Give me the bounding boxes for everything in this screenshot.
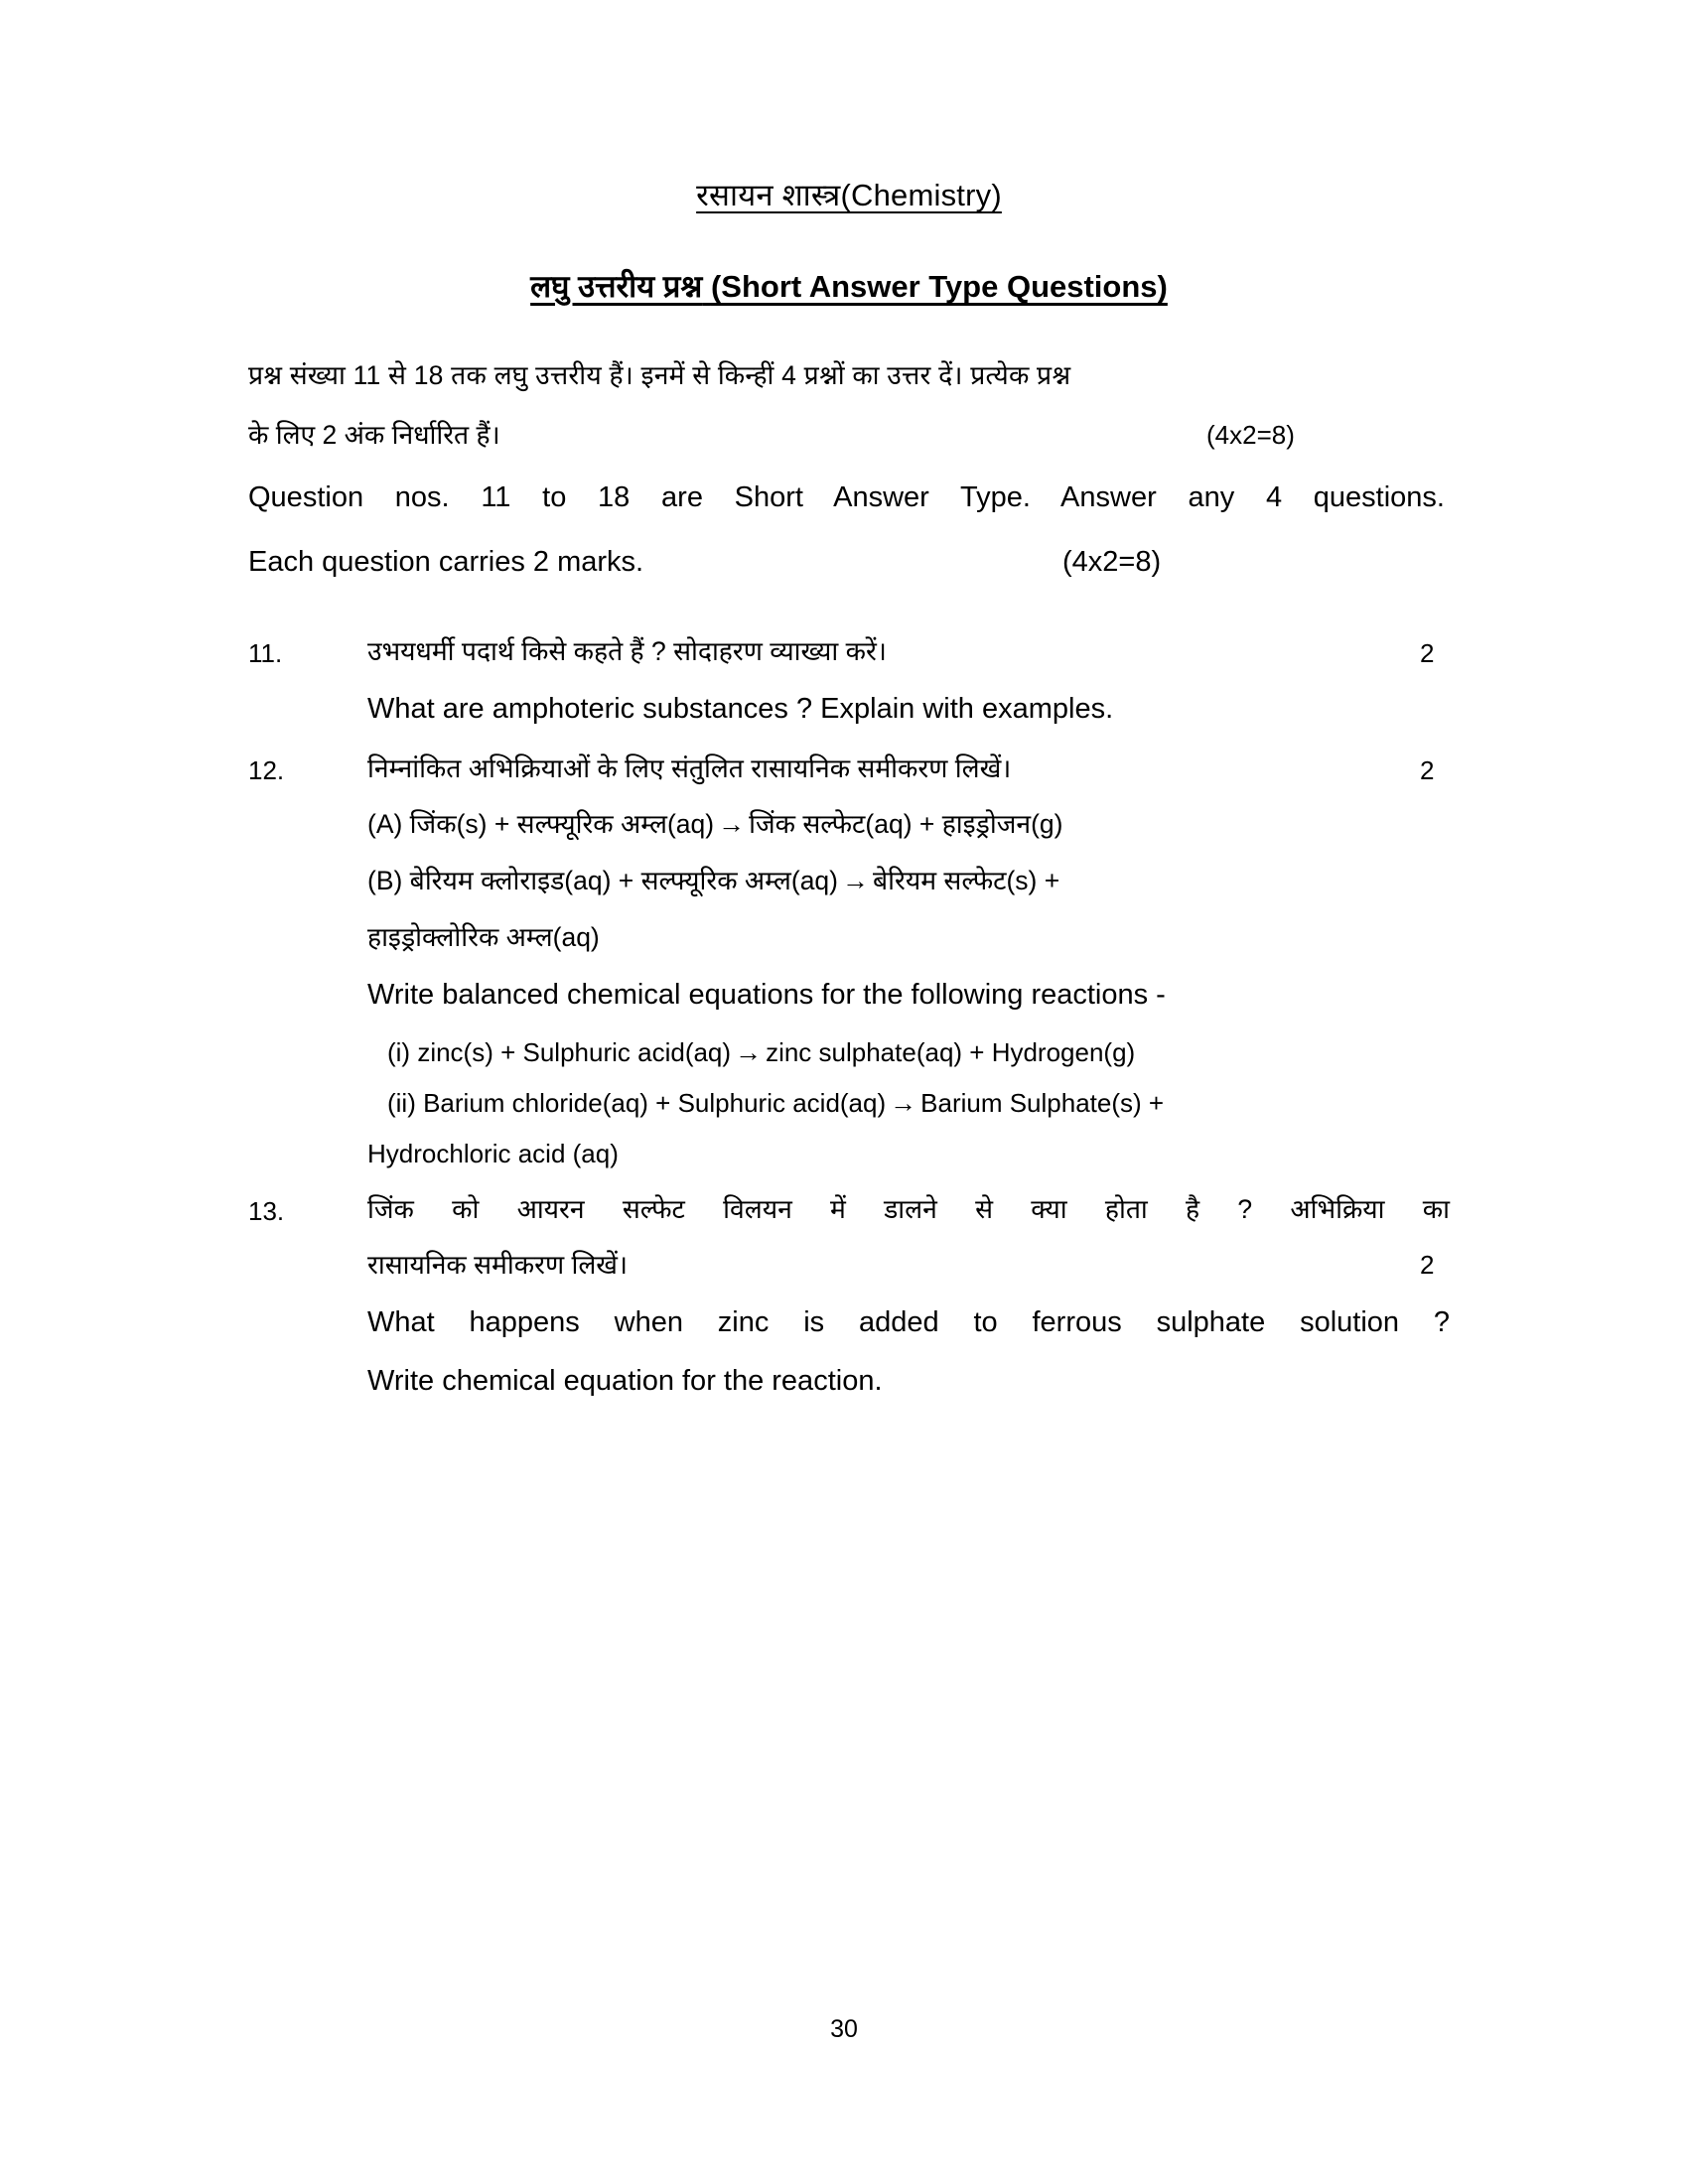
question-12-english-equation-ii xyxy=(367,1087,1450,1118)
question-item-11 xyxy=(248,638,1450,724)
question-list xyxy=(248,638,1450,1396)
instructions-hindi xyxy=(248,362,1450,448)
question-marks-13: 2 xyxy=(1420,1250,1435,1281)
question-item-13 xyxy=(248,1193,1450,1397)
equation-a-rhs: जिंक सल्फेट(aq) + हाइड्रोजन(g) xyxy=(749,809,1063,840)
question-12-hindi-equation-b xyxy=(367,868,1450,894)
question-11-hindi: उभयधर्मी पदार्थ किसे कहते हैं ? सोदाहरण व्याख्या करें। xyxy=(367,636,887,667)
instructions-english-line-1: Question nos. 11 to 18 are Short Answer Type. Answer any 4 questions. xyxy=(248,481,1445,514)
question-12-english-stem: Write balanced chemical equations for the following reactions - xyxy=(367,978,1166,1011)
instructions-english-marks: (4x2=8) xyxy=(1062,546,1162,579)
question-11-english: What are amphoteric substances ? Explain with examples. xyxy=(367,692,1114,725)
equation-ii-rhs: Barium Sulphate(s) + xyxy=(920,1087,1165,1118)
question-13-english-line-2: Write chemical equation for the reaction. xyxy=(367,1364,883,1397)
instructions-english xyxy=(248,483,1450,577)
instructions-english-line-2-row xyxy=(248,548,1450,577)
instructions-hindi-line-1: प्रश्न संख्या 11 से 18 तक लघु उत्तरीय हैं। इनमें से किन्हीं 4 प्रश्नों का उत्तर दें। प्रत्येक प्रश्न xyxy=(248,360,1071,391)
question-12-hindi-stem: निम्नांकित अभिक्रियाओं के लिए संतुलित रासायनिक समीकरण लिखें। xyxy=(367,752,1012,783)
question-body-12 xyxy=(367,752,1450,1168)
question-number-12: 12. xyxy=(248,754,285,785)
instructions-english-line-2: Each question carries 2 marks. xyxy=(248,546,644,579)
section-title xyxy=(248,268,1450,305)
question-13-english-line-1: What happens when zinc is added to ferrous sulphate solution ? xyxy=(367,1305,1450,1338)
equation-b-rhs: बेरियम सल्फेट(s) + xyxy=(873,866,1060,896)
question-13-hindi-line-1: जिंक को आयरन सल्फेट विलयन में डालने से क्या होता है ? अभिक्रिया का xyxy=(367,1193,1450,1224)
reaction-arrow-icon: → xyxy=(890,1087,917,1118)
instructions-hindi-line-2: के लिए 2 अंक निर्धारित हैं। xyxy=(248,419,500,450)
instructions-hindi-marks: (4x2=8) xyxy=(1206,419,1295,450)
equation-ii-lhs: (ii) Barium chloride(aq) + Sulphuric acid(aq) xyxy=(387,1087,887,1118)
question-marks-11: 2 xyxy=(1420,638,1435,669)
reaction-arrow-icon: → xyxy=(735,1036,763,1067)
reaction-arrow-icon: → xyxy=(842,866,869,896)
equation-i-rhs: zinc sulphate(aq) + Hydrogen(g) xyxy=(766,1036,1136,1067)
page-number-footer: 30 xyxy=(830,2015,858,2043)
instructions-hindi-line-2-row xyxy=(248,419,1450,450)
question-number-11: 11. xyxy=(248,638,283,669)
question-body-13 xyxy=(367,1193,1450,1397)
question-marks-12: 2 xyxy=(1420,754,1435,785)
section-title-english: (Short Answer Type Questions) xyxy=(710,269,1168,305)
question-12-english-equation-i xyxy=(367,1036,1450,1067)
page-title xyxy=(248,177,1450,213)
question-12-hindi-equation-a xyxy=(367,811,1450,838)
page-title-hindi: रसायन शास्त्र xyxy=(696,178,841,212)
page-title-english: (Chemistry) xyxy=(840,178,1002,212)
question-item-12 xyxy=(248,752,1450,1168)
question-number-13: 13. xyxy=(248,1195,285,1226)
question-12-hindi-equation-b-continued: हाइड्रोक्लोरिक अम्ल(aq) xyxy=(367,922,600,953)
equation-a-lhs: (A) जिंक(s) + सल्फ्यूरिक अम्ल(aq) xyxy=(367,809,715,840)
page-content xyxy=(248,0,1450,1426)
question-13-hindi-line-2-row xyxy=(367,1252,1450,1279)
reaction-arrow-icon: → xyxy=(718,809,746,840)
question-13-hindi-line-2: रासायनिक समीकरण लिखें। xyxy=(367,1250,629,1281)
equation-b-lhs: (B) बेरियम क्लोराइड(aq) + सल्फ्यूरिक अम्ल(aq) xyxy=(367,866,838,896)
question-12-english-equation-ii-continued: Hydrochloric acid (aq) xyxy=(367,1138,619,1168)
equation-i-lhs: (i) zinc(s) + Sulphuric acid(aq) xyxy=(387,1036,732,1067)
section-title-hindi: लघु उत्तरीय प्रश्न xyxy=(530,269,703,305)
question-body-11 xyxy=(367,638,1450,724)
